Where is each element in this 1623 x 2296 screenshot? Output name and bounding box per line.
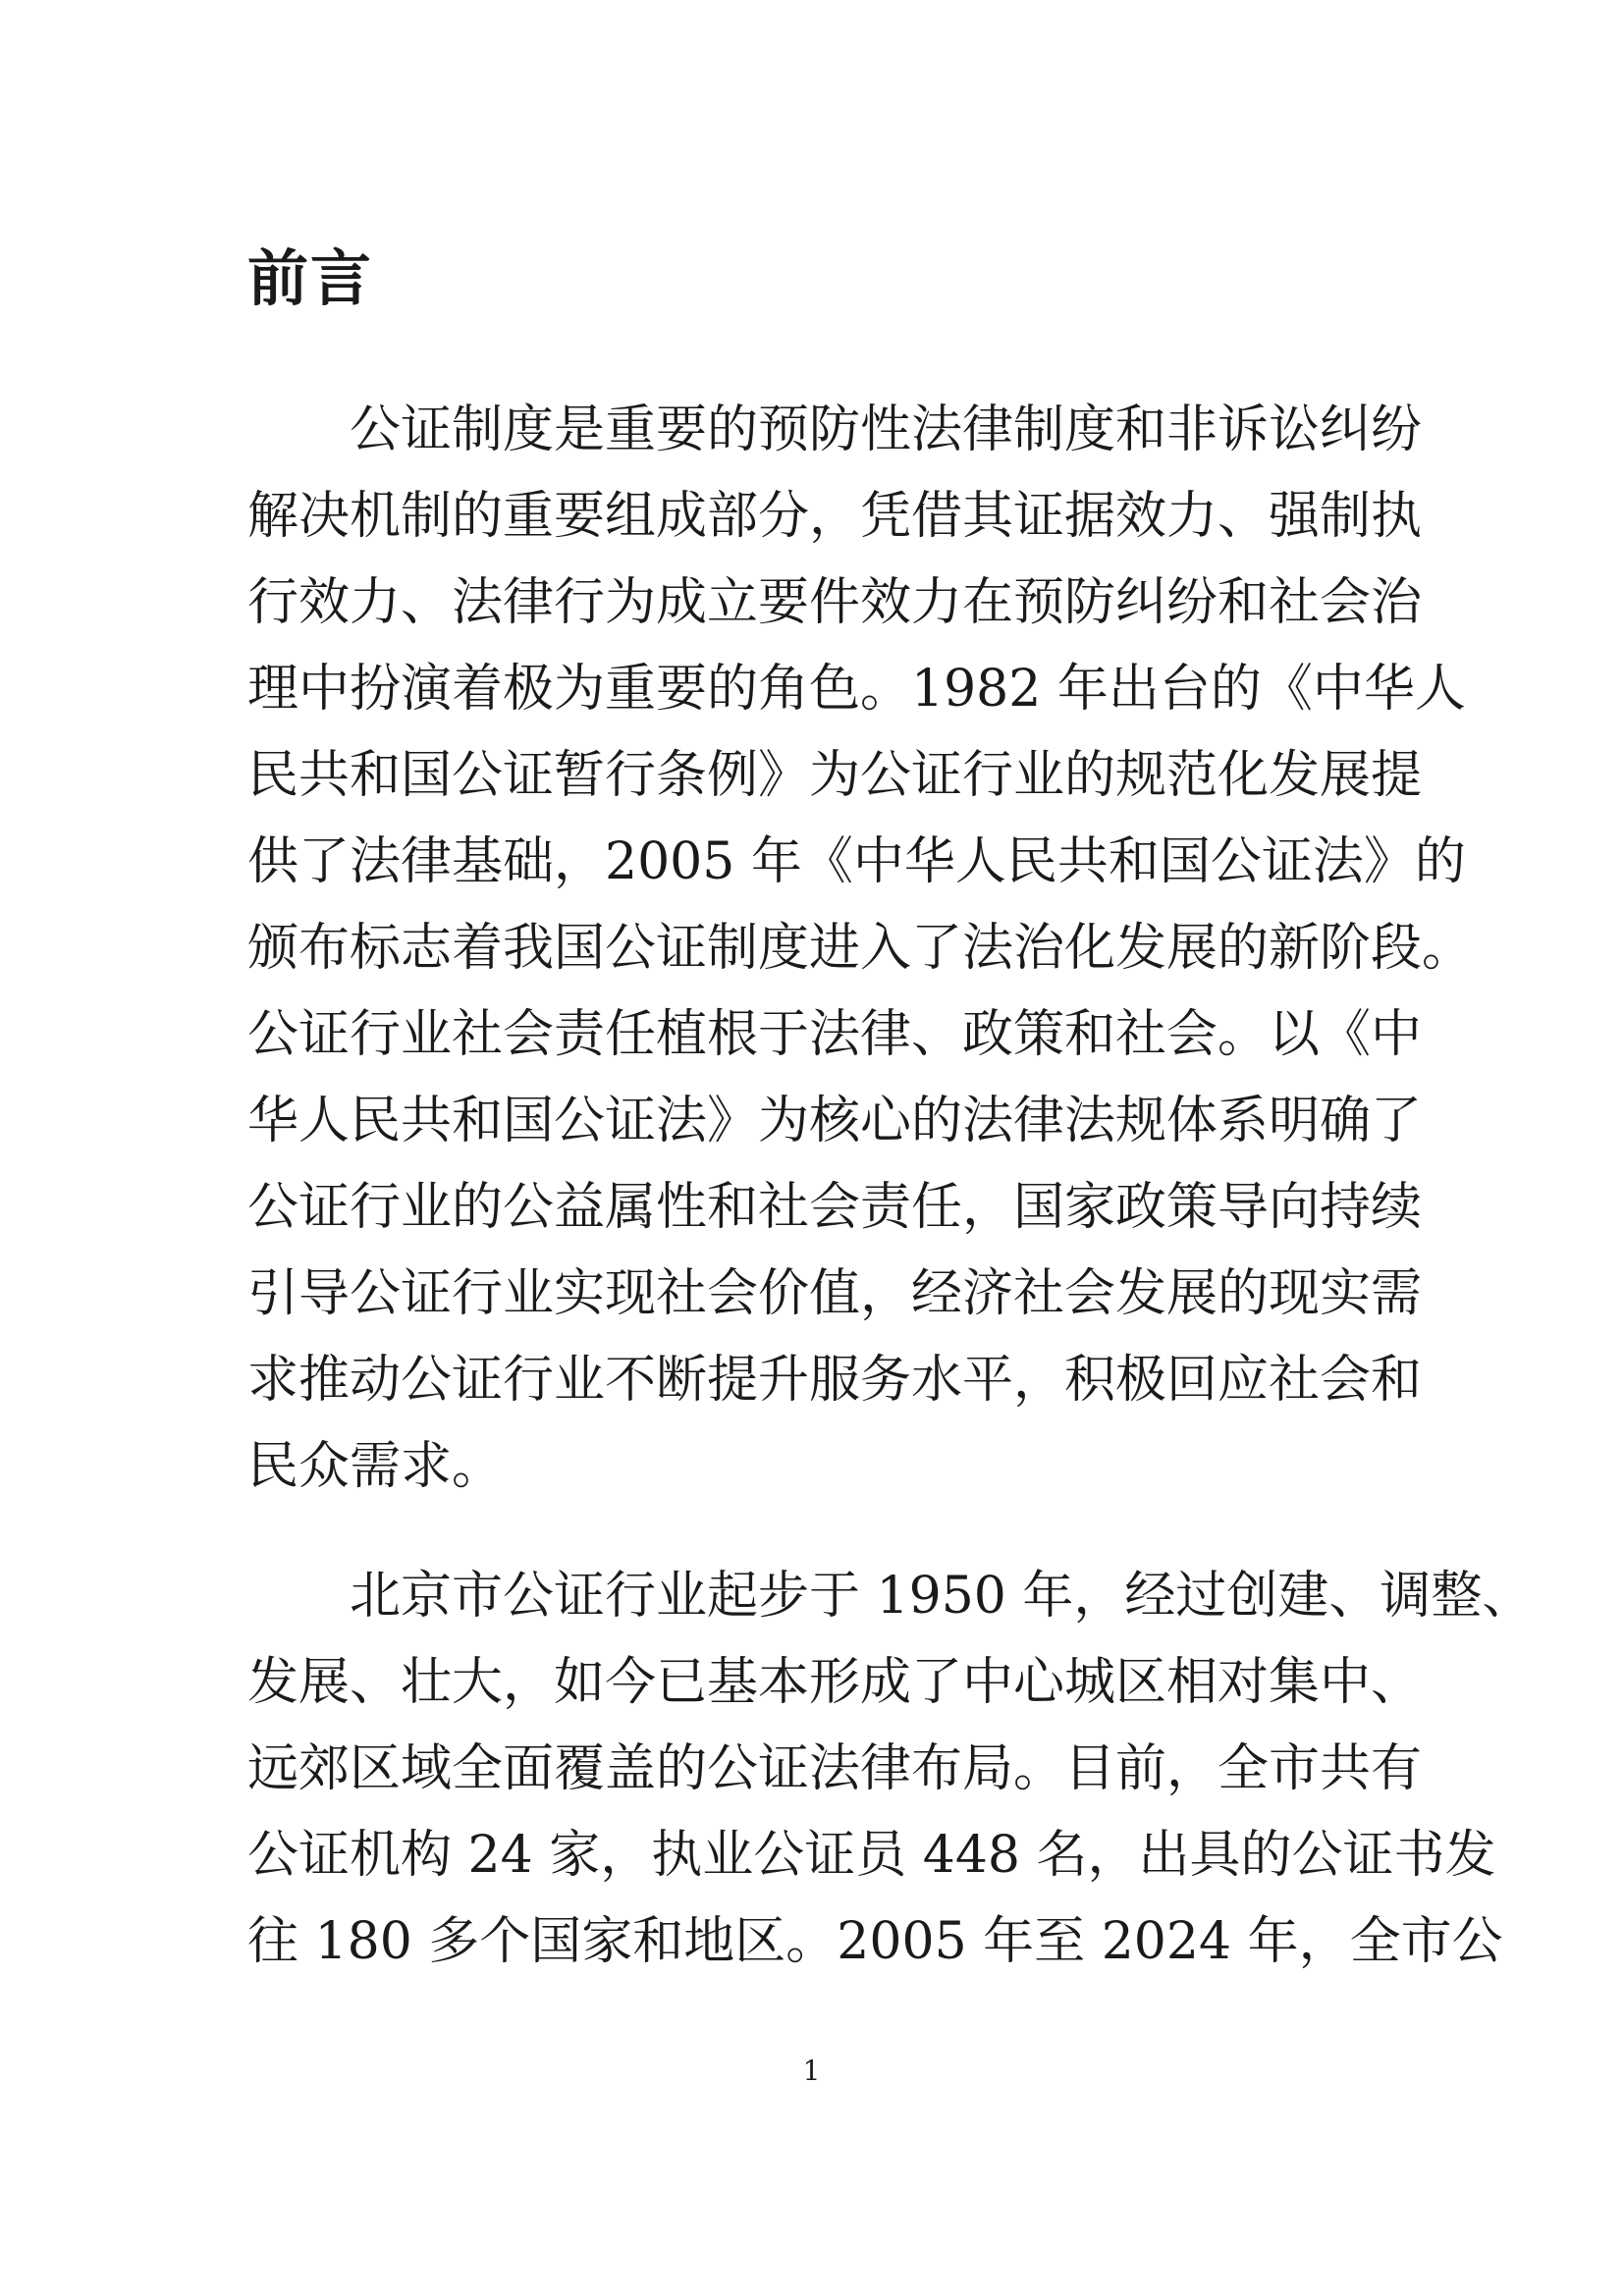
text-line: 华人民共和国公证法》为核心的法律法规体系明确了 bbox=[247, 1092, 1423, 1150]
text-line: 往 180 多个国家和地区。2005 年至 2024 年，全市公 bbox=[247, 1912, 1503, 1971]
text-line: 颁布标志着我国公证制度进入了法治化发展的新阶段。 bbox=[247, 919, 1474, 978]
text-line: 供了法律基础，2005 年《中华人民共和国公证法》的 bbox=[247, 832, 1466, 891]
text-line: 公证行业的公益属性和社会责任，国家政策导向持续 bbox=[247, 1178, 1423, 1237]
text-line: 公证制度是重要的预防性法律制度和非诉讼纠纷 bbox=[350, 400, 1423, 459]
text-line: 公证机构 24 家，执业公证员 448 名，出具的公证书发 bbox=[247, 1826, 1496, 1885]
text-line: 北京市公证行业起步于 1950 年，经过创建、调整、 bbox=[350, 1567, 1534, 1626]
page-title: 前言 bbox=[247, 242, 374, 314]
page-number: 1 bbox=[802, 2055, 821, 2087]
text-line: 行效力、法律行为成立要件效力在预防纠纷和社会治 bbox=[247, 573, 1423, 632]
text-line: 理中扮演着极为重要的角色。1982 年出台的《中华人 bbox=[247, 660, 1466, 719]
text-line: 引导公证行业实现社会价值，经济社会发展的现实需 bbox=[247, 1264, 1423, 1323]
text-line: 民共和国公证暂行条例》为公证行业的规范化发展提 bbox=[247, 746, 1423, 805]
text-line: 远郊区域全面覆盖的公证法律布局。目前，全市共有 bbox=[247, 1739, 1423, 1798]
text-line: 解决机制的重要组成部分，凭借其证据效力、强制执 bbox=[247, 487, 1423, 546]
text-line: 民众需求。 bbox=[247, 1437, 504, 1496]
text-line: 公证行业社会责任植根于法律、政策和社会。以《中 bbox=[247, 1005, 1423, 1064]
text-line: 求推动公证行业不断提升服务水平，积极回应社会和 bbox=[247, 1351, 1423, 1410]
text-line: 发展、壮大，如今已基本形成了中心城区相对集中、 bbox=[247, 1653, 1423, 1712]
